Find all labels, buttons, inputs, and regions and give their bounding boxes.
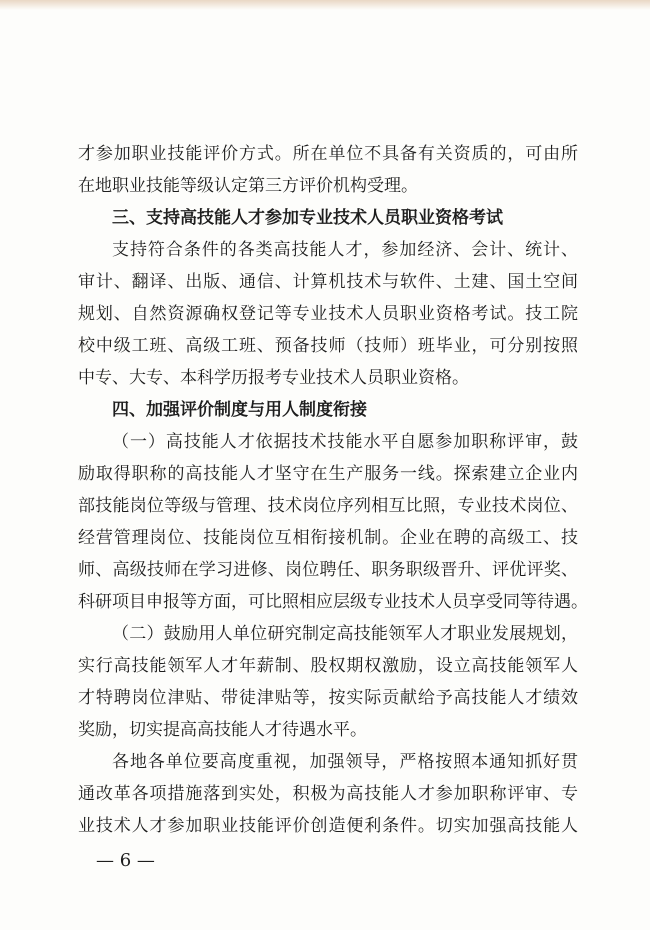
line-12: 部技能岗位等级与管理、技术岗位序列相互比照，专业技术岗位、 <box>78 496 578 516</box>
line-22: 业技术人才参加职业技能评价创造便利条件。切实加强高技能人 <box>78 816 578 836</box>
line-8: 中专、大专、本科学历报考专业技术人员职业资格。 <box>78 368 469 388</box>
line-18: 才特聘岗位津贴、带徒津贴等，按实际贡献给予高技能人才绩效 <box>78 688 578 708</box>
line-10: （一）高技能人才依据技术技能水平自愿参加职称评审，鼓 <box>112 432 578 452</box>
line-20: 各地各单位要高度重视，加强领导，严格按照本通知抓好贯 <box>112 752 578 772</box>
section-heading-3: 三、支持高技能人才参加专业技术人员职业资格考试 <box>112 208 503 228</box>
line-6: 规划、自然资源确权登记等专业技术人员职业资格考试。技工院 <box>78 304 578 324</box>
line-1: 才参加职业技能评价方式。所在单位不具备有关资质的，可由所 <box>78 144 578 164</box>
line-11: 励取得职称的高技能人才坚守在生产服务一线。探索建立企业内 <box>78 464 578 484</box>
line-15: 科研项目申报等方面，可比照相应层级专业技术人员享受同等待遇。 <box>78 592 588 612</box>
line-2: 在地职业技能等级认定第三方评价机构受理。 <box>78 176 418 196</box>
line-21: 通改革各项措施落到实处，积极为高技能人才参加职称评审、专 <box>78 784 578 804</box>
section-heading-4: 四、加强评价制度与用人制度衔接 <box>112 400 367 420</box>
line-7: 校中级工班、高级工班、预备技师（技师）班毕业，可分别按照 <box>78 336 578 356</box>
document-body <box>78 138 588 842</box>
line-13: 经营管理岗位、技能岗位互相衔接机制。企业在聘的高级工、技 <box>78 528 578 548</box>
line-16: （二）鼓励用人单位研究制定高技能领军人才职业发展规划， <box>112 624 578 644</box>
line-4: 支持符合条件的各类高技能人才，参加经济、会计、统计、 <box>112 240 578 260</box>
line-17: 实行高技能领军人才年薪制、股权期权激励，设立高技能领军人 <box>78 656 578 676</box>
line-19: 奖励，切实提高高技能人才待遇水平。 <box>78 720 367 740</box>
line-14: 师、高级技师在学习进修、岗位聘任、职务职级晋升、评优评奖、 <box>78 560 578 580</box>
line-5: 审计、翻译、出版、通信、计算机技术与软件、土建、国土空间 <box>78 272 578 292</box>
page-top-edge <box>0 0 650 10</box>
page-number: — 6 — <box>96 850 155 871</box>
